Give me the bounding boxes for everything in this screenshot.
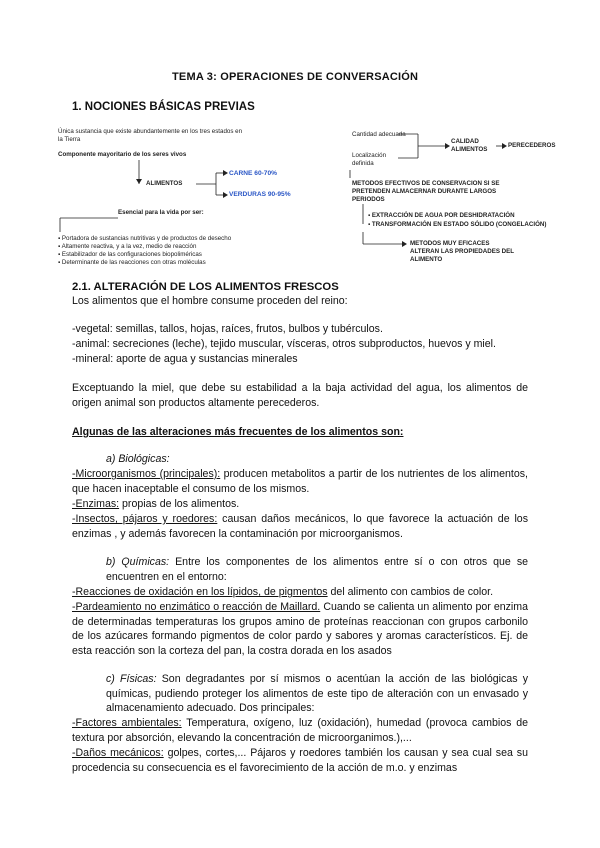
section1-heading: 1. NOCIONES BÁSICAS PREVIAS: [72, 101, 255, 113]
right-eficaces-2: ALTERAN LAS PROPIEDADES DEL: [410, 248, 515, 255]
c-danos: -Daños mecánicos: golpes, cortes,... Pájaros y roedores también los causan y sea cual sea su procedencia su consecuencia es el favorecimiento de la acción de m.o. y enzimas: [72, 747, 528, 774]
c-intro: c) Físicas: Son degradantes por sí mismos o acentúan la acción de las biológicas y químicas, pudiendo proteger los alimentos de este tipo de alteración con un envasado y almacenamiento adecuado. Dos principales:: [106, 673, 529, 715]
reino-animal: -animal: secreciones (leche), tejido muscular, vísceras, otros subproductos, huevos y miel.: [72, 338, 496, 350]
b-pardeamiento: -Pardeamiento no enzimático o reacción de Maillard. Cuando se calienta un alimento por enzima de determinadas temperaturas los grupos amino de proteínas reaccionan con grupos carbonilo de los azúcares formando pigmentos de color pardo y sabores y aromas característicos. Ej. de esta reacción son la corteza del pan, la costra dorada en los asados: [72, 601, 528, 657]
a-label: a) Biológicas:: [106, 453, 170, 465]
right-metodos-2: PRETENDEN ALMACERNAR DURANTE LARGOS: [352, 188, 497, 195]
right-localizacion-2: definida: [352, 160, 374, 167]
right-calidad-1: CALIDAD: [451, 138, 479, 145]
right-transformacion: ▪ TRANSFORMACIÓN EN ESTADO SÓLIDO (CONGELACIÓN): [368, 221, 547, 228]
diagram-connectors: [0, 0, 600, 300]
right-metodos-1: METODOS EFECTIVOS DE CONSERVACION SI SE: [352, 180, 500, 187]
reino-mineral: -mineral: aporte de agua y sustancias minerales: [72, 353, 298, 365]
left-bullet-4: ▪ Determinante de las reacciones con otras moléculas: [58, 259, 206, 266]
right-localizacion-1: Localización: [352, 152, 387, 159]
left-alimentos: ALIMENTOS: [146, 180, 183, 187]
right-perecederos: PERECEDEROS: [508, 142, 556, 149]
page-title: TEMA 3: OPERACIONES DE CONVERSACIÓN: [172, 71, 419, 83]
b-intro: b) Químicas: Entre los componentes de los alimentos entre sí o con otros que se encuentren en el entorno:: [106, 556, 529, 583]
right-cantidad: Cantidad adecuada: [352, 131, 406, 138]
b-reacciones: -Reacciones de oxidación en los lípidos, de pigmentos del alimento con cambios de color.: [72, 586, 494, 598]
a-enzimas: -Enzimas: propias de los alimentos.: [72, 498, 240, 510]
excepto-paragraph: Exceptuando la miel, que debe su estabilidad a la baja actividad del agua, los alimentos de origen animal son productos altamente perecederos.: [72, 382, 528, 409]
reino-vegetal: -vegetal: semillas, tallos, hojas, raíces, frutos, bulbos y tubérculos.: [72, 323, 383, 335]
right-metodos-3: PERIODOS: [352, 196, 385, 203]
left-line2: la Tierra: [58, 136, 81, 143]
alteraciones-heading: Algunas de las alteraciones más frecuentes de los alimentos son:: [72, 426, 404, 438]
left-line1: Única sustancia que existe abundantemente en los tres estados en: [58, 128, 243, 135]
left-carne: CARNE 60-70%: [229, 170, 278, 177]
a-microorganismos: -Microorganismos (principales): producen metabolitos a partir de los nutrientes de los alimentos, que hacen inaceptable el consumo de los mismos.: [72, 468, 528, 495]
left-bullet-2: ▪ Altamente reactiva, y a la vez, medio de reacción: [58, 243, 197, 250]
left-bullet-1: ▪ Portadora de sustancias nutritivas y de productos de desecho: [58, 235, 232, 242]
right-eficaces-3: ALIMENTO: [410, 256, 443, 263]
right-extraccion: ▪ EXTRACCIÓN DE AGUA POR DESHIDRATACIÓN: [368, 212, 515, 219]
left-bullet-3: ▪ Estabilizador de las configuraciones biopoliméricas: [58, 251, 202, 258]
left-component: Componente mayoritario de los seres vivos: [58, 151, 187, 158]
left-verduras: VERDURAS 90-95%: [229, 191, 291, 198]
right-eficaces-1: METODOS MUY EFICACES: [410, 240, 490, 247]
right-calidad-2: ALIMENTOS: [451, 146, 488, 153]
section2-intro: Los alimentos que el hombre consume proceden del reino:: [72, 295, 348, 307]
left-esencial: Esencial para la vida por ser:: [118, 209, 204, 216]
a-insectos: -Insectos, pájaros y roedores: causan daños mecánicos, lo que favorece la actuación de los enzimas , y además favorecen la contaminación por microorganismos.: [72, 513, 528, 540]
section2-heading: 2.1. ALTERACIÓN DE LOS ALIMENTOS FRESCOS: [72, 281, 339, 293]
c-factores: -Factores ambientales: Temperatura, oxígeno, luz (oxidación), humedad (provoca cambios de textura por absorción, elevando la concentración de microorganimos.),...: [72, 717, 529, 744]
